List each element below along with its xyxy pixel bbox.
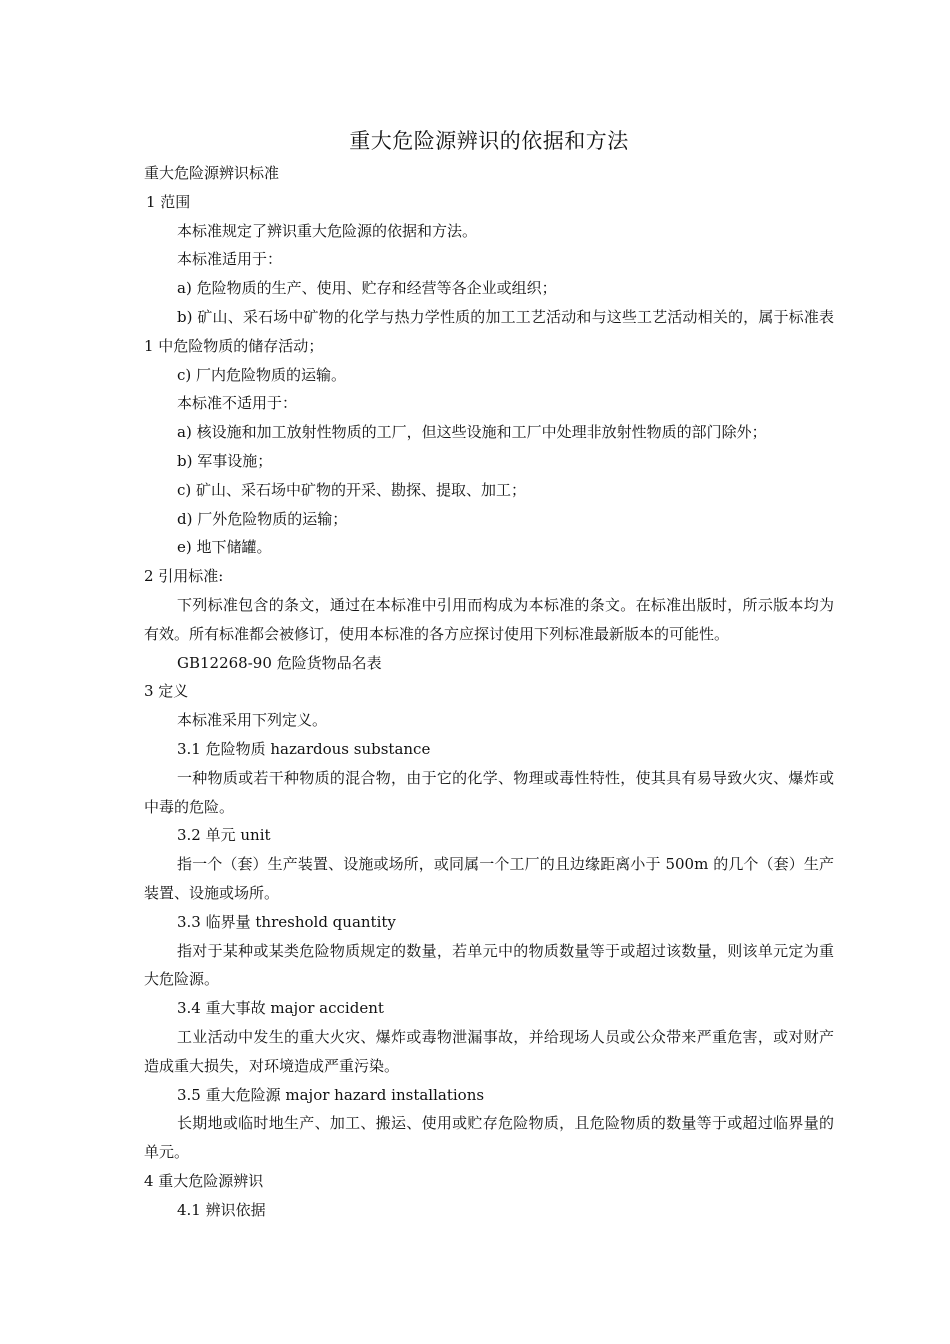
paragraph: 一种物质或若干种物质的混合物，由于它的化学、物理或毒性特性，使其具有易导致火灾、爆炸或中毒的危险。	[144, 768, 834, 816]
paragraph: 4.1 辨识依据	[177, 1200, 266, 1219]
paragraph: 指对于某种或某类危险物质规定的数量，若单元中的物质数量等于或超过该数量，则该单元定为重大危险源。	[144, 941, 834, 989]
paragraph: 本标准采用下列定义。	[177, 711, 328, 730]
paragraph: 本标准不适用于：	[177, 394, 298, 413]
paragraph: 3.3 临界量 threshold quantity	[177, 912, 396, 931]
paragraph: 长期地或临时地生产、加工、搬运、使用或贮存危险物质，且危险物质的数量等于或超过临界量的单元。	[144, 1114, 834, 1162]
paragraph: 3.2 单元 unit	[177, 826, 271, 845]
paragraph: a) 核设施和加工放射性物质的工厂，但这些设施和工厂中处理非放射性物质的部门除外；	[177, 423, 767, 442]
paragraph: b) 军事设施；	[177, 451, 273, 470]
document-body	[144, 123, 834, 1224]
paragraph: 1 范围	[146, 192, 191, 211]
paragraph: 本标准适用于：	[177, 250, 283, 269]
paragraph: 工业活动中发生的重大火灾、爆炸或毒物泄漏事故，并给现场人员或公众带来严重危害，或对财产造成重大损失，对环境造成严重污染。	[144, 1027, 834, 1075]
paragraph: a) 危险物质的生产、使用、贮存和经营等各企业或组织；	[177, 279, 557, 298]
paragraph: b) 矿山、采石场中矿物的化学与热力学性质的加工工艺活动和与这些工艺活动相关的，属于标准表 1 中危险物质的储存活动；	[144, 307, 834, 355]
paragraph: c) 矿山、采石场中矿物的开采、勘探、提取、加工；	[177, 480, 527, 499]
paragraph: 3.4 重大事故 major accident	[177, 999, 384, 1018]
paragraph: 本标准规定了辨识重大危险源的依据和方法。	[177, 221, 478, 240]
paragraph: 3.1 危险物质 hazardous substance	[177, 739, 431, 758]
paragraph: 2 引用标准:	[144, 567, 224, 586]
paragraph: GB12268-90 危险货物品名表	[177, 653, 382, 672]
paragraph: 3.5 重大危险源 major hazard installations	[177, 1085, 485, 1104]
paragraph: 4 重大危险源辨识	[144, 1171, 264, 1190]
paragraph: d) 厂外危险物质的运输；	[177, 509, 348, 528]
paragraph-list	[144, 159, 834, 1224]
paragraph: e) 地下储罐。	[177, 538, 272, 557]
paragraph: 指一个（套）生产装置、设施或场所，或同属一个工厂的且边缘距离小于 500m 的几个（套）生产装置、设施或场所。	[144, 855, 834, 902]
paragraph: 下列标准包含的条文，通过在本标准中引用而构成为本标准的条文。在标准出版时，所示版本均为有效。所有标准都会被修订，使用本标准的各方应探讨使用下列标准最新版本的可能性。	[144, 595, 834, 643]
paragraph: 3 定义	[144, 682, 189, 701]
document-title: 重大危险源辨识的依据和方法	[349, 129, 629, 153]
paragraph: c) 厂内危险物质的运输。	[177, 365, 347, 384]
paragraph: 重大危险源辨识标准	[144, 164, 280, 182]
